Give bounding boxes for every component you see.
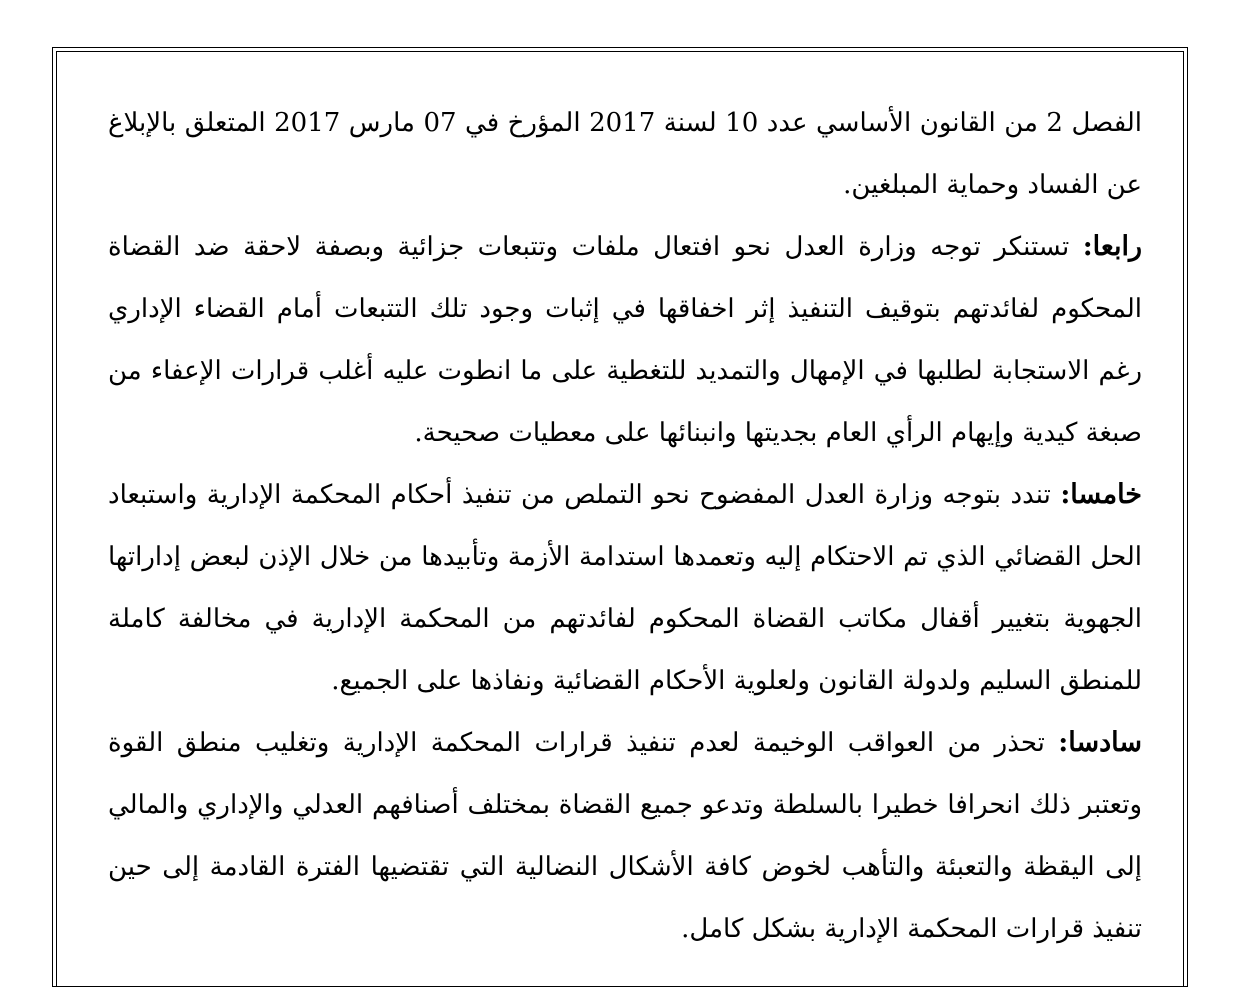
paragraph-law-reference xyxy=(108,92,1142,216)
paragraph-fourth xyxy=(108,216,1142,464)
paragraph-text: تستنكر توجه وزارة العدل نحو افتعال ملفات وتتبعات جزائية وبصفة لاحقة ضد القضاة المحكوم لفائدتهم بتوقيف التنفيذ إثر اخفاقها في إثبات وجود تلك التتبعات أمام القضاء الإداري رغم الاستجابة لطلبها في الإمهال والتمديد للتغطية على ما انطوت عليه أغلب قرارات الإعفاء من صبغة كيدية وإيهام الرأي العام بجديتها وانبنائها على معطيات صحيحة. xyxy=(108,232,1142,448)
paragraph-text: تحذر من العواقب الوخيمة لعدم تنفيذ قرارات المحكمة الإدارية وتغليب منطق القوة وتعتبر ذلك انحرافا خطيرا بالسلطة وتدعو جميع القضاة بمختلف أصنافهم العدلي والإداري والمالي إلى اليقظة والتعبئة والتأهب لخوض كافة الأشكال النضالية التي تقتضيها الفترة القادمة إلى حين تنفيذ قرارات المحكمة الإدارية بشكل كامل. xyxy=(108,728,1142,944)
paragraph-text: تندد بتوجه وزارة العدل المفضوح نحو التملص من تنفيذ أحكام المحكمة الإدارية واستبعاد الحل القضائي الذي تم الاحتكام إليه وتعمدها استدامة الأزمة وتأبيدها من خلال الإذن لبعض إداراتها الجهوية بتغيير أقفال مكاتب القضاة المحكوم لفائدتهم من المحكمة الإدارية في مخالفة كاملة للمنطق السليم ولدولة القانون ولعلوية الأحكام القضائية ونفاذها على الجميع. xyxy=(108,480,1142,696)
paragraph-lead: سادسا: xyxy=(1058,727,1142,758)
document-body xyxy=(108,92,1142,960)
paragraph-lead: خامسا: xyxy=(1060,479,1142,510)
paragraph-lead: رابعا: xyxy=(1082,231,1142,262)
paragraph-fifth xyxy=(108,464,1142,712)
paragraph-sixth xyxy=(108,712,1142,960)
paragraph-text: الفصل 2 من القانون الأساسي عدد 10 لسنة 2017 المؤرخ في 07 مارس 2017 المتعلق بالإبلاغ عن الفساد وحماية المبلغين. xyxy=(108,108,1143,200)
